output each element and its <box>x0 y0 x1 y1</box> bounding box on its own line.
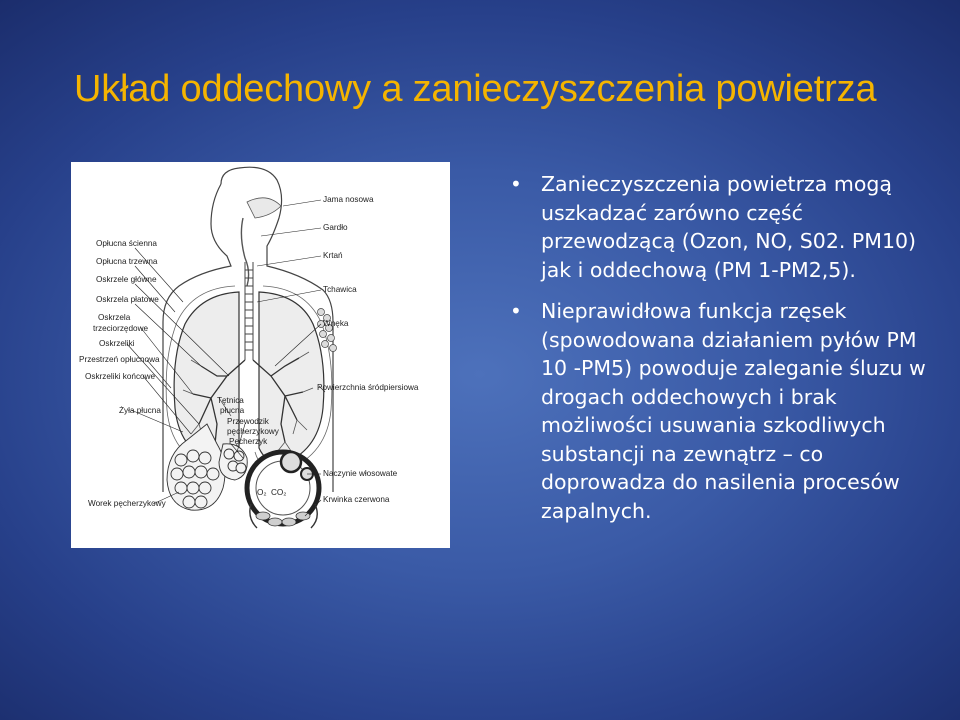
label-krtan: Krtań <box>323 251 343 260</box>
bullet-dot-icon: • <box>510 172 522 196</box>
label-oskrzeliki-koncowe: Oskrzeliki końcowe <box>85 372 156 381</box>
label-oskrzela-platowe: Oskrzela płatowe <box>96 295 159 304</box>
label-krwinka-czerwona: Krwinka czerwona <box>323 495 390 504</box>
bullet-text: Nieprawidłowa funkcja rzęsek (spowodowana działaniem pyłów PM 10 -PM5) powoduje zaleganie śluzu w drogach oddechowych i brak możliwości usuwania szkodliwych substancji na zewnątrz – co doprowadza do nasilenia procesów zapalnych. <box>541 299 926 523</box>
respiratory-system-diagram <box>71 162 450 548</box>
label-jama-nosowa: Jama nosowa <box>323 195 374 204</box>
nasal-cavity <box>247 198 281 218</box>
label-powierzchnia-srodpiersiowa: Powierzchnia śródpiersiowa <box>317 383 419 392</box>
bullet-item <box>510 170 930 284</box>
label-przewodzik-2: pęcherzykowy <box>227 427 279 436</box>
label-tetnica-2: płucna <box>220 406 245 415</box>
label-pecherzyk: Pęcherzyk <box>229 437 268 446</box>
label-zyla-plucna: Żyła płucna <box>119 406 161 415</box>
right-lung <box>259 292 324 463</box>
label-worek-pecherzykowy: Worek pęcherzykowy <box>88 499 166 508</box>
alveolar-cluster-small <box>318 309 337 352</box>
label-oskrzele-glowne: Oskrzele główne <box>96 275 157 284</box>
label-przestrzen-oplucnowa: Przestrzeń opłucnowa <box>79 355 160 364</box>
slide-title: Układ oddechowy a zanieczyszczenia powietrza <box>74 68 877 110</box>
label-co2: CO₂ <box>271 488 287 497</box>
label-naczynie-wlosowate: Naczynie włosowate <box>323 469 398 478</box>
label-tchawica: Tchawica <box>323 285 357 294</box>
bullet-text: Zanieczyszczenia powietrza mogą uszkadzać zarówno część przewodzącą (Ozon, NO, S02. PM10) jak i oddechową (PM 1-PM2,5). <box>541 172 917 282</box>
label-przewodzik-1: Przewodzik <box>227 417 269 426</box>
label-oskrzela-trzeciorzedowe-2: trzeciorzędowe <box>93 324 149 333</box>
bullet-list <box>510 170 930 538</box>
respiratory-system-illustration <box>71 162 450 548</box>
label-oplucna-scienna: Opłucna ścienna <box>96 239 157 248</box>
label-tetnica-1: Tętnica <box>217 396 244 405</box>
label-gardlo: Gardło <box>323 223 348 232</box>
bullet-dot-icon: • <box>510 299 522 323</box>
label-oplucna-trzewna: Opłucna trzewna <box>96 257 158 266</box>
label-o2: O₂ <box>257 488 267 497</box>
alveolar-sac-2 <box>219 444 247 480</box>
bullet-item <box>510 297 930 525</box>
label-wneka: Wnęka <box>323 319 349 328</box>
label-oskrzeliki: Oskrzeliki <box>99 339 135 348</box>
label-oskrzela-trzeciorzedowe-1: Oskrzela <box>98 313 131 322</box>
